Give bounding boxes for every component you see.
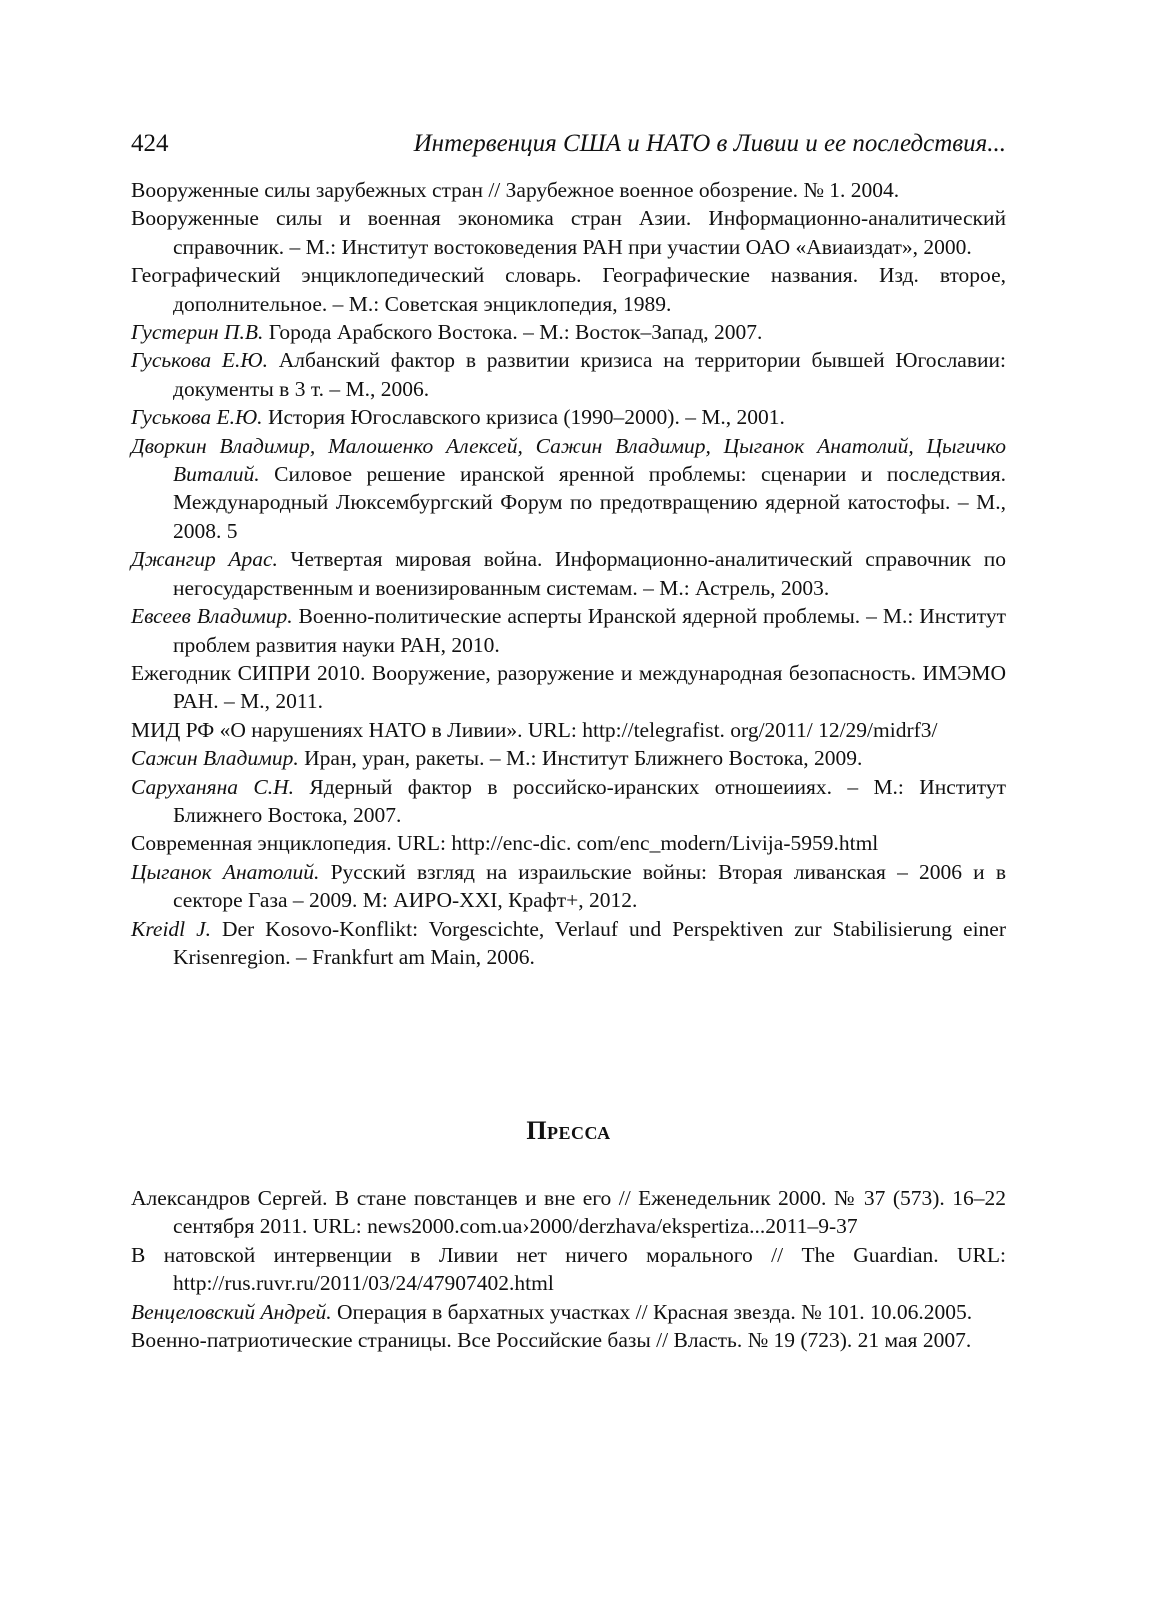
entry-text: В натовской интервенции в Ливии нет ничего морального // The Guardian. URL: http://rus.ruvr.ru/2011/03/24/47907402.html [131, 1242, 1006, 1296]
press-entry [131, 1184, 1006, 1241]
entry-author: Саруханяна С.Н. [131, 774, 295, 799]
entry-author: Дворкин Владимир, Малошенко Алексей, Сажин Владимир, Цыганок Анатолий, Цыгичко Виталий. [131, 433, 1006, 487]
bibliography-entry [131, 403, 1006, 431]
entry-text: Операция в бархатных участках // Красная звезда. № 101. 10.06.2005. [331, 1299, 973, 1324]
entry-text: Современная энциклопедия. URL: http://enc-dic. com/enc_modern/Livija-5959.html [131, 831, 879, 856]
bibliography-entry [131, 176, 1006, 204]
entry-text: Военно-политические асперты Иранской ядерной проблемы. – М.: Институт проблем развития науки РАН, 2010. [173, 604, 1006, 657]
bibliography-entry [131, 915, 1006, 972]
entry-text: Ядерный фактор в российско-иранских отношеииях. – М.: Институт Ближнего Востока, 2007. [173, 774, 1007, 827]
entry-text: История Югославского кризиса (1990–2000). – М., 2001. [262, 405, 785, 430]
entry-text: МИД РФ «О нарушениях НАТО в Ливии». URL: http://telegrafist. org/2011/ 12/29/midrf3/ [131, 717, 938, 742]
entry-text: Четвертая мировая война. Информационно-аналитический справочник по негосударственным и военизированным системам. – М.: Астрель, 2003. [173, 547, 1007, 600]
entry-text: Александров Сергей. В стане повстанцев и вне его // Еженедельник 2000. № 37 (573). 16–22 сентября 2011. URL: news2000.com.ua›2000/derzhava/ekspertiza...2011–9-37 [131, 1186, 1006, 1239]
press-entry [131, 1298, 1006, 1326]
entry-text: Албанский фактор в развитии кризиса на территории бывшей Югославии: документы в 3 т. – М., 2006. [173, 348, 1006, 401]
running-title: Интервенция США и НАТО в Ливии и ее последствия... [413, 130, 1006, 157]
entry-text: Силовое решение иранской яренной проблемы: сценарии и последствия. Международный Люксембургский Форум по предотвращению ядерной катостофы. – М., 2008. 5 [173, 462, 1006, 543]
running-header [131, 130, 1006, 166]
entry-text: Вооруженные силы зарубежных стран // Зарубежное военное обозрение. № 1. 2004. [131, 178, 900, 202]
entry-text: Вооруженные силы и военная экономика стран Азии. Информационно-аналитический справочник. – М.: Институт востоковедения РАН при участии ОАО «Авиаиздат», 2000. [131, 206, 1006, 259]
bibliography-entry [131, 716, 1006, 744]
section-heading-press: Пресса [526, 1116, 611, 1145]
entry-text: Русский взгляд на израильские войны: Вторая ливанская – 2006 и в секторе Газа – 2009. М: АИРО-XXI, Крафт+, 2012. [173, 859, 1006, 913]
bibliography-entry [131, 545, 1006, 602]
entry-author: Гуськова Е.Ю. [131, 405, 263, 430]
bibliography-entry [131, 318, 1006, 346]
bibliography-entry [131, 261, 1006, 318]
bibliography-entry [131, 829, 1006, 857]
press-list [131, 1184, 1006, 1354]
bibliography-entry [131, 659, 1006, 716]
entry-text: Города Арабского Востока. – М.: Восток–Запад, 2007. [263, 320, 763, 345]
bibliography-entry [131, 346, 1006, 403]
press-entry [131, 1326, 1006, 1354]
entry-author: Сажин Владимир. [131, 746, 299, 771]
bibliography-entry [131, 432, 1006, 546]
bibliography-list [131, 176, 1006, 971]
entry-author: Евсеев Владимир. [131, 604, 293, 629]
entry-author: Гуськова Е.Ю. [131, 348, 268, 373]
entry-author: Джангир Арас. [131, 547, 278, 572]
bibliography-entry [131, 744, 1006, 772]
entry-text: Ежегодник СИПРИ 2010. Вооружение, разоружение и международная безопасность. ИМЭМО РАН. – М., 2011. [131, 660, 1006, 714]
bibliography-entry [131, 858, 1006, 915]
bibliography-entry [131, 773, 1006, 830]
entry-text: Военно-патриотические страницы. Все Российские базы // Власть. № 19 (723). 21 мая 2007. [131, 1328, 972, 1353]
entry-author: Густерин П.В. [131, 320, 264, 345]
bibliography-entry [131, 602, 1006, 659]
bibliography-entry [131, 204, 1006, 261]
entry-text: Географический энциклопедический словарь. Географические названия. Изд. второе, дополнительное. – М.: Советская энциклопедия, 1989. [131, 263, 1006, 316]
entry-author: Венцеловский Андрей. [131, 1299, 332, 1324]
entry-author: Цыганок Анатолий. [131, 859, 320, 884]
entry-text: Иран, уран, ракеты. – М.: Институт Ближнего Востока, 2009. [298, 746, 863, 771]
entry-text: Der Kosovo-Konflikt: Vorgescichte, Verlauf und Perspektiven zur Stabilisierung einer Krisenregion. – Frankfurt am Main, 2006. [173, 916, 1006, 969]
page-number: 424 [131, 130, 169, 157]
press-entry [131, 1241, 1006, 1298]
entry-author: Kreidl J. [131, 916, 212, 941]
